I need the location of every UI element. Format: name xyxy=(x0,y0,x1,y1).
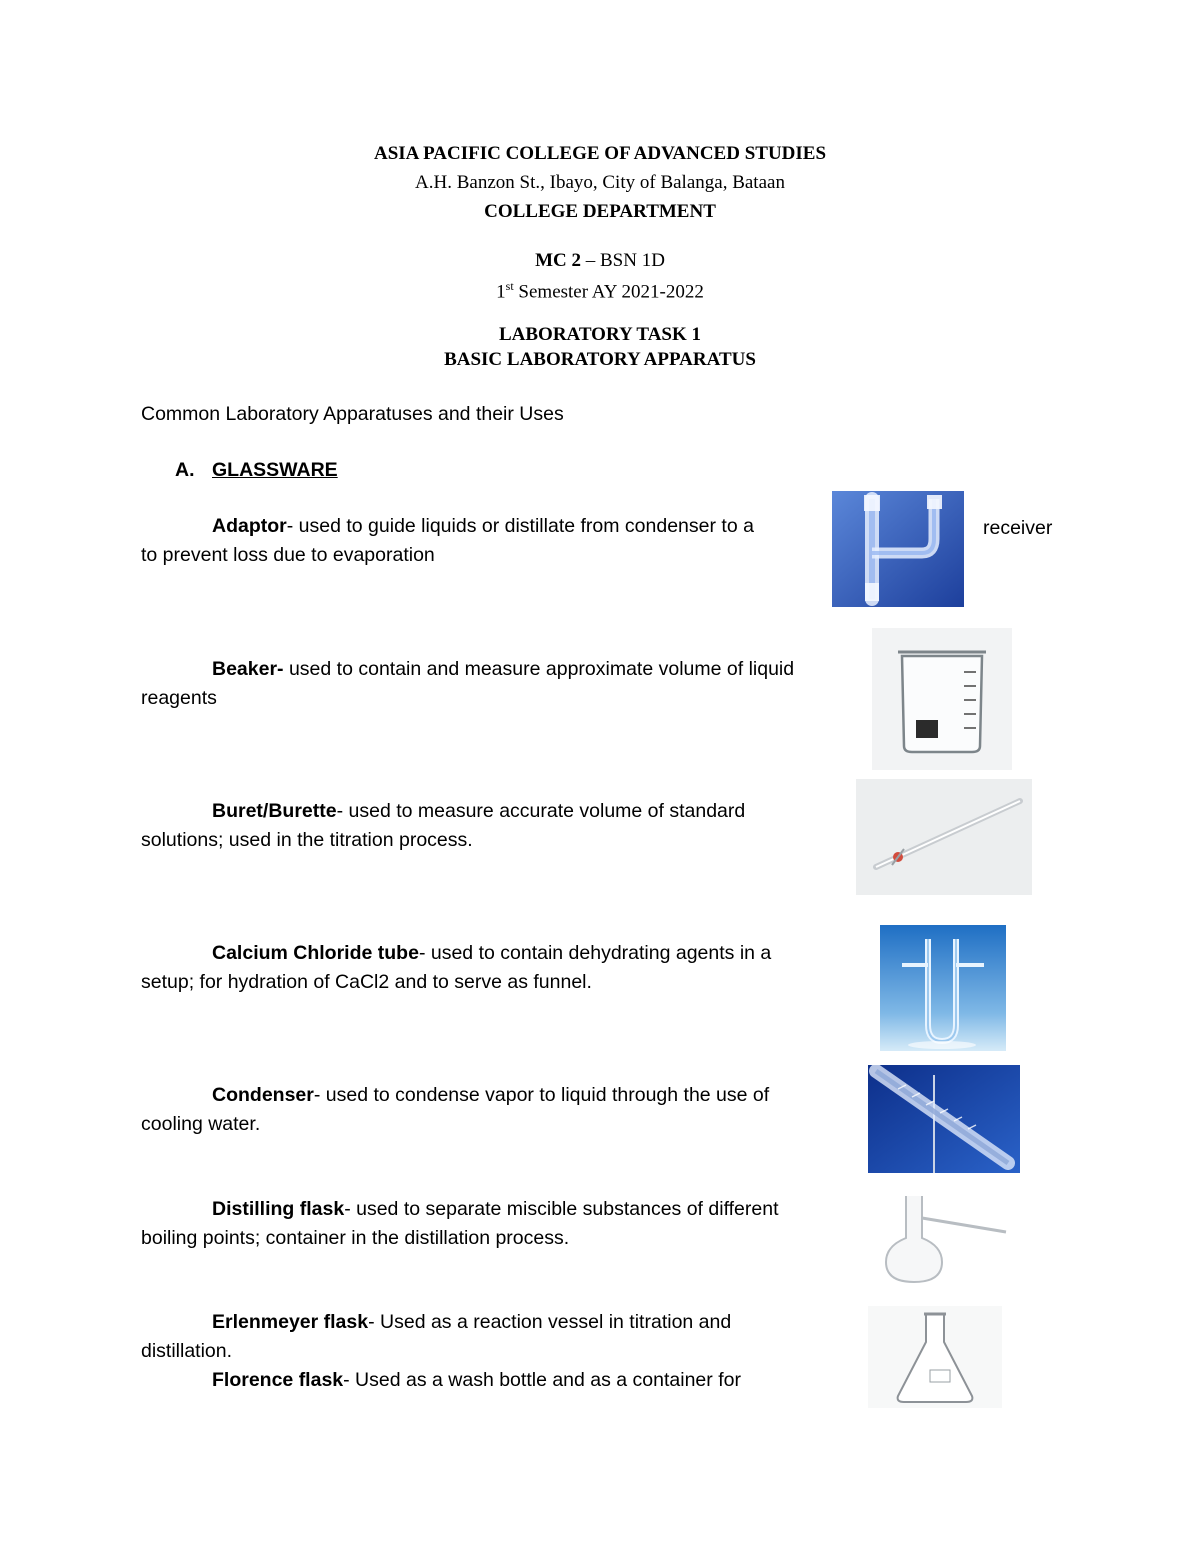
task-subtitle: BASIC LABORATORY APPARATUS xyxy=(444,349,756,370)
entry-description-cont: reagents xyxy=(141,687,217,709)
entry-term: Florence flask xyxy=(212,1369,344,1391)
entry-florence-flask xyxy=(141,1366,741,1395)
entry-adaptor xyxy=(141,512,754,570)
entry-description-tail: receiver xyxy=(983,517,1053,539)
burette-icon xyxy=(856,779,1032,895)
entry-beaker xyxy=(141,655,794,713)
entry-term: Condenser xyxy=(212,1084,314,1106)
entry-description: - Used as a wash bottle and as a container for xyxy=(343,1369,741,1391)
entry-description-cont: cooling water. xyxy=(141,1113,261,1135)
semester-superscript: st xyxy=(505,279,514,293)
entry-description: used to contain and measure approximate volume of liquid xyxy=(283,658,795,680)
entry-description: - Used as a reaction vessel in titration and xyxy=(368,1311,732,1333)
entry-term: Adaptor xyxy=(212,515,287,537)
entry-condenser xyxy=(141,1081,769,1139)
entry-description-cont: setup; for hydration of CaCl2 and to serve as funnel. xyxy=(141,971,592,993)
task-title: LABORATORY TASK 1 xyxy=(498,324,702,345)
college-address: A.H. Banzon St., Ibayo, City of Balanga, Bataan xyxy=(415,172,785,193)
entry-calcium-chloride-tube xyxy=(141,939,771,997)
course-section: – BSN 1D xyxy=(580,250,665,271)
entry-burette xyxy=(141,797,745,855)
entry-description-cont: distillation. xyxy=(141,1340,233,1362)
beaker-icon xyxy=(872,628,1012,770)
entry-erlenmeyer-flask xyxy=(141,1308,731,1366)
intro-text: Common Laboratory Apparatuses and their Uses xyxy=(141,403,564,425)
semester-text: Semester AY 2021-2022 xyxy=(513,281,704,303)
entry-term: Erlenmeyer flask xyxy=(212,1311,369,1333)
entry-term: Buret/Burette xyxy=(212,800,337,822)
section-heading xyxy=(175,458,338,482)
course-code: MC 2 xyxy=(535,250,581,271)
entry-term: Distilling flask xyxy=(212,1198,345,1220)
entry-description: - used to measure accurate volume of standard xyxy=(336,800,746,822)
entry-description: - used to guide liquids or distillate from condenser to a xyxy=(286,515,754,537)
calcium-chloride-tube-icon xyxy=(880,925,1006,1051)
semester-number: 1 xyxy=(496,281,506,303)
college-name: ASIA PACIFIC COLLEGE OF ADVANCED STUDIES xyxy=(373,143,827,164)
distilling-flask-icon xyxy=(870,1190,1012,1288)
department-name: COLLEGE DEPARTMENT xyxy=(484,201,716,222)
section-title: GLASSWARE xyxy=(212,459,338,481)
adaptor-icon xyxy=(832,491,964,607)
entry-term: Beaker- xyxy=(212,658,284,680)
section-letter: A. xyxy=(175,459,195,481)
course-line xyxy=(0,249,1200,273)
erlenmeyer-flask-icon xyxy=(868,1306,1002,1408)
entry-description-cont: boiling points; container in the distillation process. xyxy=(141,1227,570,1249)
entry-description-cont: to prevent loss due to evaporation xyxy=(141,544,435,566)
entry-term: Calcium Chloride tube xyxy=(212,942,419,964)
entry-distilling-flask xyxy=(141,1195,779,1253)
entry-description: - used to condense vapor to liquid through the use of xyxy=(313,1084,770,1106)
entry-description: - used to contain dehydrating agents in a xyxy=(418,942,772,964)
entry-description-cont: solutions; used in the titration process. xyxy=(141,829,473,851)
entry-description: - used to separate miscible substances of different xyxy=(344,1198,779,1220)
semester-line xyxy=(0,274,1200,304)
condenser-icon xyxy=(868,1065,1020,1173)
